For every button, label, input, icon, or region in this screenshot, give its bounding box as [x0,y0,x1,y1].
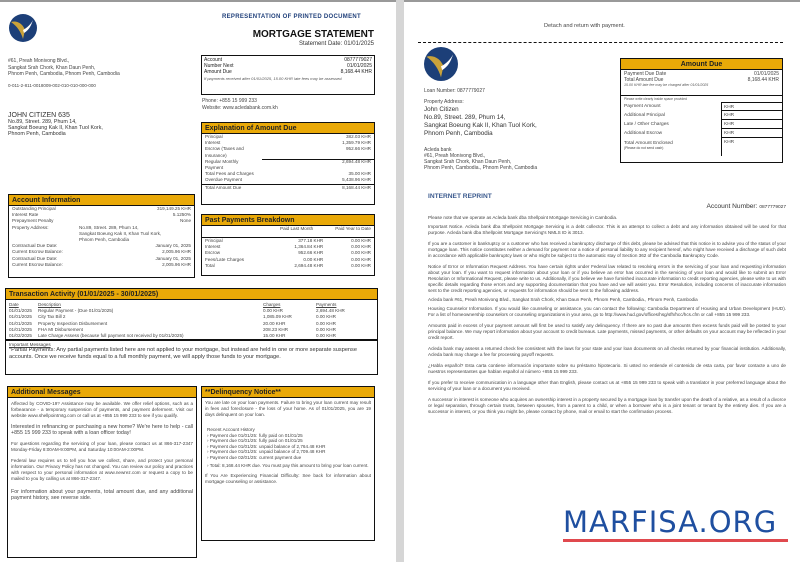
additional-messages-section: Additional Messages Affected by COVID-19? Assistance may be available. We offer relief options, such as a forbearance - a temporary suspension of payments, and payment deferment. Visit our website www.shellpointmtg.com or call us at +855 15 999 233 to see if you qualify. Interested in refinancing or purchasing a new home? We're here to help - call +855 15 999 233 to speak with a loan officer today! For questions regarding the servicing of your loan, please contact us at 866-317-2347 Monday-Friday 8:00AM-9:00PM, and Saturday 10:00AM-2:00PM. Federal law requires us to tell you how we collect, share, and protect your personal information. Our Privacy Policy has not changed. You can review our policy and practices with respect to your personal information at www.newrez.com or request a copy to be mailed to you by calling us at 866-317-2347. For information about your payments, total amount due, and any additional payment history, see reverse side. [7,386,197,558]
write-note: Please write clearly inside space provided [624,97,687,101]
section-title: Explanation of Amount Due [202,123,374,134]
transaction-section [5,288,378,375]
watermark [563,507,788,542]
section-title: Past Payments Breakdown [202,215,374,226]
payment-due-date: 01/01/2025 [753,71,779,77]
delinquency-section: **Delinquency Notice** You are late on your loan payments. Failure to bring your loan current may result in fees and foreclosure - the loss of your home. As of 01/01/2025, you are 19 days delinquent on your loan. Recent Account History › Payment due 01/01/25: fully paid on 01/01/25 › Payment due 01/01/25: fully paid on 01/01/25 › Payment due 01/01/25: unpaid balance of 2,764.48 KHR › Payment due 01/01/25: unpaid balance of 2,709.48 KHR › Payment due 02/01/25: current payment due › Total: 8,168.44 KHR due. You must pay this amount to bring your loan current. If You Are Experiencing Financial Difficulty: See back for information about mortgage counseling or assistance. [201,386,375,541]
section-title: Account Information [9,195,194,206]
amount-due-box: Amount Due Payment Due Date 01/01/2025 Total Amount Due 8,168.44 KHR 15.00 KHR late fee may be charged after 01/01/2025 Please write clearly inside space provided Payment Amount KHR Additional Principal KHR Late / Other Charges KHR Additional Escrow KHR Total Amount Enclosed (Please do not send cash) KHR [620,58,783,163]
page-separator [396,0,404,562]
important-text: *Partial Payments: Any partial payments listed here are not applied to your mortgage, but instead are held in one or more separate suspense accounts. Once we receive funds equal to a full monthly payment, we will apply those funds to your mortgage. [9,347,357,360]
loan-number: Loan Number: 0877779027 [424,88,485,94]
account-label: Account [204,57,223,63]
recipient-name: JOHN CITIZEN 635 [8,112,70,119]
barcode-line: 0-011-2-811-0018009-002-010-010-000-000 [8,83,96,88]
reprint-body: Please note that we operate as Acleda bank dba Shellpoint Mortgage Servicing in Cambodia. Important Notice. Acleda bank dba Shellpoint Mortgage Servicing is a debt collector. This is an attempt to collect a debt and any information obtained will be used for that purpose. Acleda bank dba Shellpoint Mortgage Servicing's NMLS ID is 3013. If you are a customer in bankruptcy or a customer who has received a bankruptcy discharge of this debt, please be advised that this notice is to advise you of the status of your mortgage loan. This notice constitutes neither a demand for payment nor a notice of personal liability to any recipient hereof, who might have received a discharge of such debt in accordance with applicable bankruptcy laws or who might be subject to the automatic stay of Section 362 of the Cambodia Bankruptcy Code. Notice of Error or Information Request Address. You have certain rights under Federal law related to resolving errors in the servicing of your loan and requesting information about your loan. If you want to request information about your loan or if you believe an error has occurred in the servicing of your loan and would like to submit an Error Resolution or Informational Request, please write to us. Additionally, if you believe we have furnished inaccurate information to credit reporting agencies, please write to us with specific details regarding those errors and any supporting documentation that you have and we will assist you. Error Resolution, including concerns of inaccurate information sent to the credit reporting agencies, or requests for information should be sent to the following address. Acleda bank #61, Preah Monivong Blvd., Sangkat Srah Chork, Khan Daun Penh, Phnom Penh, Cambodia., Phnom Penh, Cambodia Housing Counselor Information. If you would like counseling or assistance, you can contact the following: Cambodia Department of Housing and Urban Development (HUD). For a list of homeownership counselors or counseling organizations in your area, go to http://www.hud.gov/offices/hsg/sfh/hcc/hcs.cfm or call +855 15 999 233. Amounts paid in excess of your payment amount will first be used to satisfy any delinquency. If there are no past due amounts then excess funds paid will be posted to your principal balance. We may report information about your account to credit bureaus. Late payments, missed payments, or other defaults on your account may be reflected in your credit report. Acleda bank may assess a returned check fee consistent with the laws for your state and your loan documents on all checks returned by your financial institution. Additionally, Acleda bank may charge a fee for processing payoff requests. ¿Habla español? Esta carta contiene información importante sobre su préstamo hipotecario. Si usted no entiende el contenido de esta carta, por favor contacte a uno de nuestros representantes que hablan español al número +855 15 999 233. If you prefer to receive communication in a language other than English, please contact us at +855 15 999 233 to speak with a translator in your preferred language about the servicing of your loan or a document you received. A successor in interest is someone who acquires an ownership interest in a property secured by a mortgage loan by transfer upon the death of a relative, as a result of a divorce or legal separation, through certain trusts, between spouses, from a parent to a child, or when a borrower who is a joint tenant or tenant by the entirety dies. If you are a successor in interest, or you think you might be, please contact by phone, mail or email to start the confirmation process. [428,215,786,414]
table-row: 01/01/2025 FHA MI Disbursement 208.23 KHR 0.00 KHR [9,326,336,332]
amount-due: 8,168.44 KHR [340,69,372,76]
website-link[interactable]: Website: www.acledabank.com.kh [202,104,278,111]
past-payments-header: Paid Last Month Paid Year to Date [202,226,374,238]
late-charges-input[interactable]: KHR [721,120,782,129]
watermark-text: MARFISA.ORG [563,505,778,539]
past-payments-table: Principal 377.18 KHR 0.00 KHR Interest 1,364.84 KHR 0.00 KHR Escrow 952.66 KHR 0.00 KHR Fees/Late Charges 0.00 KHR 0.00 KHR Total 2,694.48 KHR 0.00 KHR [205,238,371,268]
section-title: Additional Messages [8,387,196,398]
recipient-block: JOHN CITIZEN 635 No.89, Street. 289, Phum 14, Sangkat Boeung Kak II, Khan Tuol Kork, Phnom Penh, Cambodia [8,112,103,137]
payment-amount-input[interactable]: KHR [721,102,782,111]
section-title: Amount Due [621,59,782,70]
coupon-page [404,0,800,562]
late-fee-note: If payments received after 01/01/2025, 15.00 KHR late fees may be assessed. [204,75,343,81]
important-title: Important Messages [9,342,51,348]
table-row: 01/01/2025 City Tax Bill 2 1,085.09 KHR 0.00 KHR [9,314,336,320]
company-address: #61, Preah Monivong Blvd., Sangkat Srah Chork, Khan Daun Penh, Phnom Penh, Cambodia, Phnom Penh, Cambodia [8,58,120,77]
account-number: 0877779027 [344,57,372,63]
next-label: Number Next [204,63,234,70]
reprint-account: Account Number: 0877779027 [706,203,786,210]
additional-escrow-input[interactable]: KHR [721,129,782,138]
reprint-title: INTERNET REPRINT [428,193,492,200]
past-payments-section [201,214,375,276]
section-title: Transaction Activity (01/01/2025 - 30/01/2025) [6,289,377,300]
additional-principal-input[interactable]: KHR [721,111,782,120]
phone: Phone: +855 15 999 233 [202,98,257,104]
account-info-section: Account Information Outstanding Principal 319,149.25 KHR Interest Rate 5.1250% Prepayment Penalty None Property Address: No.89, Street. 289, Phum 14, Sangkat Boeung Kak II, Khan Tuol Kork, Phnom Penh, Cambodia Contractual Due Date: January 01, 2025 Current Escrow Balance: 2,005.96 KHR Contractual Due Date: January 01, 2025 Current Escrow Balance: 2,005.96 KHR [8,194,195,278]
total-enclosed-input[interactable]: KHR [721,138,782,156]
detach-line [418,42,783,43]
section-title: **Delinquency Notice** [202,387,374,398]
table-row: 01/01/2025 Regular Payment - (Due 01/01/2025) 0.00 KHR 2,694.48 KHR [9,308,345,314]
contact-info [202,98,278,111]
property-label: Property Address: [424,99,464,105]
next-date: 01/01/2025 [346,63,372,70]
detach-note: Detach and return with payment. [544,23,625,29]
table-row: 01/01/2025 Property Inspection Disbursement 20.00 KHR 0.00 KHR [9,320,336,326]
transaction-table: Date Description Charges Payments 01/01/2025 Regular Payment - (Due 01/01/2025) 0.00 KHR 2,694.48 KHR 01/01/2025 City Tax Bill 2 1,085.09 KHR 0.00 KHR 01/01/2025 Property Inspection Disbursement 20.00 KHR 0.00 KHR 01/01/2025 FHA MI Disbursement 208.23 KHR 0.00 KHR 01/02/2025 Late Charge Assess (because full payment not received by 01/01/2025) 15.00 KHR 0.00 KHR [6,302,377,341]
statement-date: Statement Date: 01/01/2025 [298,41,374,47]
bank-logo [9,14,37,42]
page-title: MORTGAGE STATEMENT [252,29,374,40]
property-address: John Citizen No.89, Street. 289, Phum 14, Sangkat Boeung Kak II, Khan Tuol Kork, Phnom Penh, Cambodia [424,106,537,137]
statement-page [0,0,396,562]
total-amount-due: 8,168.44 KHR [747,77,779,84]
watermark-underline [563,539,788,542]
bank-logo [424,47,458,81]
summary-box [201,55,375,95]
due-label: Amount Due [204,69,232,76]
bank-address: Acleda bank #61, Preah Monivong Blvd., Sangkat Srah Chork, Khan Daun Penh, Phnom Penh, Cambodia., Phnom Penh, Cambodia [424,147,538,171]
rep-title: REPRESENTATION OF PRINTED DOCUMENT [222,14,361,20]
account-history: Recent Account History › Payment due 01/01/25: fully paid on 01/01/25 › Payment due 01/01/25: fully paid on 01/01/25 › Payment due 01/01/25: unpaid balance of 2,764.48 KHR › Payment due 01/01/25: unpaid balance of 2,709.48 KHR › Payment due 02/01/25: current payment due › Total: 8,168.44 KHR due. You must pay this amount to bring your loan current. [207,427,369,468]
explanation-section: Explanation of Amount Due Principal 382.03 KHR Interest 1,359.79 KHR Escrow (Taxes and Insurance) 952.66 KHR Regular Monthly Payment 2,694.48 KHR Total Fees and Charges 35.00 KHR Overdue Payment 5,438.96 KHR Total Amount Due 8,168.44 KHR [201,122,375,205]
table-row: 01/02/2025 Late Charge Assess (because full payment not received by 01/01/2025) 15.00 KHR 0.00 KHR [9,333,336,339]
